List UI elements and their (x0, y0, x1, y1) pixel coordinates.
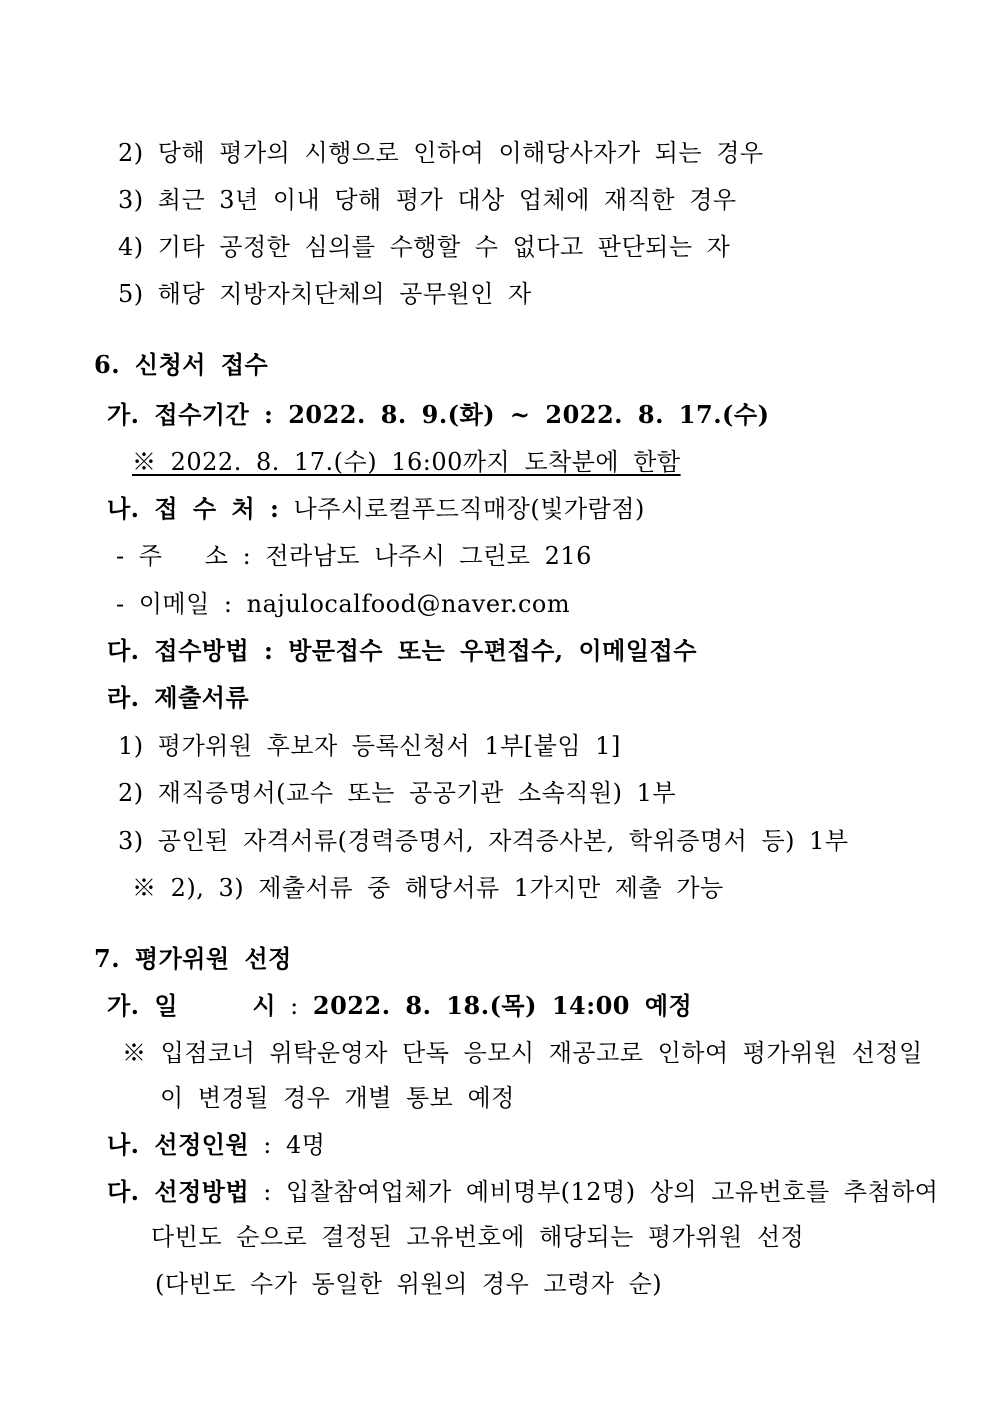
selection-method-value-line-2: 다빈도 순으로 결정된 고유번호에 해당되는 평가위원 선정 (151, 1223, 805, 1251)
conflict-item-3: 3) 최근 3년 이내 당해 평가 대상 업체에 재직한 경우 (118, 186, 737, 214)
selection-date-label: 가. 일 시 (107, 991, 277, 1020)
submission-docs-title: 라. 제출서류 (107, 683, 250, 712)
submission-doc-2: 2) 재직증명서(교수 또는 공공기관 소속직원) 1부 (118, 779, 677, 807)
reception-place (107, 494, 645, 524)
selection-method-label: 다. 선정방법 (107, 1177, 250, 1206)
selection-count-label: 나. 선정인원 (107, 1130, 250, 1159)
conflict-item-5: 5) 해당 지방자치단체의 공무원인 자 (118, 280, 532, 308)
conflict-item-4: 4) 기타 공정한 심의를 수행할 수 없다고 판단되는 자 (118, 233, 731, 261)
reception-deadline-note: ※ 2022. 8. 17.(수) 16:00까지 도착분에 한함 (132, 448, 681, 476)
submission-doc-1: 1) 평가위원 후보자 등록신청서 1부[붙임 1] (118, 732, 621, 760)
reception-method: 다. 접수방법 : 방문접수 또는 우편접수, 이메일접수 (107, 636, 697, 665)
section-6-title: 6. 신청서 접수 (94, 350, 269, 379)
reception-place-value: 나주시로컬푸드직매장(빛가람점) (293, 495, 645, 523)
selection-date-note-line-2: 이 변경될 경우 개별 통보 예정 (160, 1084, 515, 1112)
selection-count-value: : 4명 (249, 1131, 326, 1159)
conflict-item-2: 2) 당해 평가의 시행으로 인하여 이해당사자가 되는 경우 (118, 139, 764, 167)
reception-address: - 주 소 : 전라남도 나주시 그린로 216 (116, 542, 592, 570)
reception-email: - 이메일 : najulocalfood@naver.com (116, 590, 571, 618)
selection-date-separator: : (276, 992, 313, 1020)
selection-count (107, 1130, 325, 1160)
section-7-title: 7. 평가위원 선정 (94, 944, 292, 973)
selection-method-value-line-1: : 입찰참여업체가 예비명부(12명) 상의 고유번호를 추첨하여 (249, 1178, 939, 1206)
selection-method (107, 1177, 939, 1207)
selection-method-value-line-3: (다빈도 수가 동일한 위원의 경우 고령자 순) (155, 1270, 663, 1298)
reception-place-label: 나. 접 수 처 : (107, 494, 280, 523)
selection-date-value: 2022. 8. 18.(목) 14:00 예정 (312, 991, 693, 1020)
submission-docs-note: ※ 2), 3) 제출서류 중 해당서류 1가지만 제출 가능 (132, 874, 724, 902)
selection-date (107, 991, 692, 1021)
selection-date-note-line-1: ※ 입점코너 위탁운영자 단독 응모시 재공고로 인하여 평가위원 선정일 (122, 1039, 923, 1067)
reception-period: 가. 접수기간 : 2022. 8. 9.(화) ~ 2022. 8. 17.(수) (107, 400, 770, 429)
submission-doc-3: 3) 공인된 자격서류(경력증명서, 자격증사본, 학위증명서 등) 1부 (118, 827, 849, 855)
